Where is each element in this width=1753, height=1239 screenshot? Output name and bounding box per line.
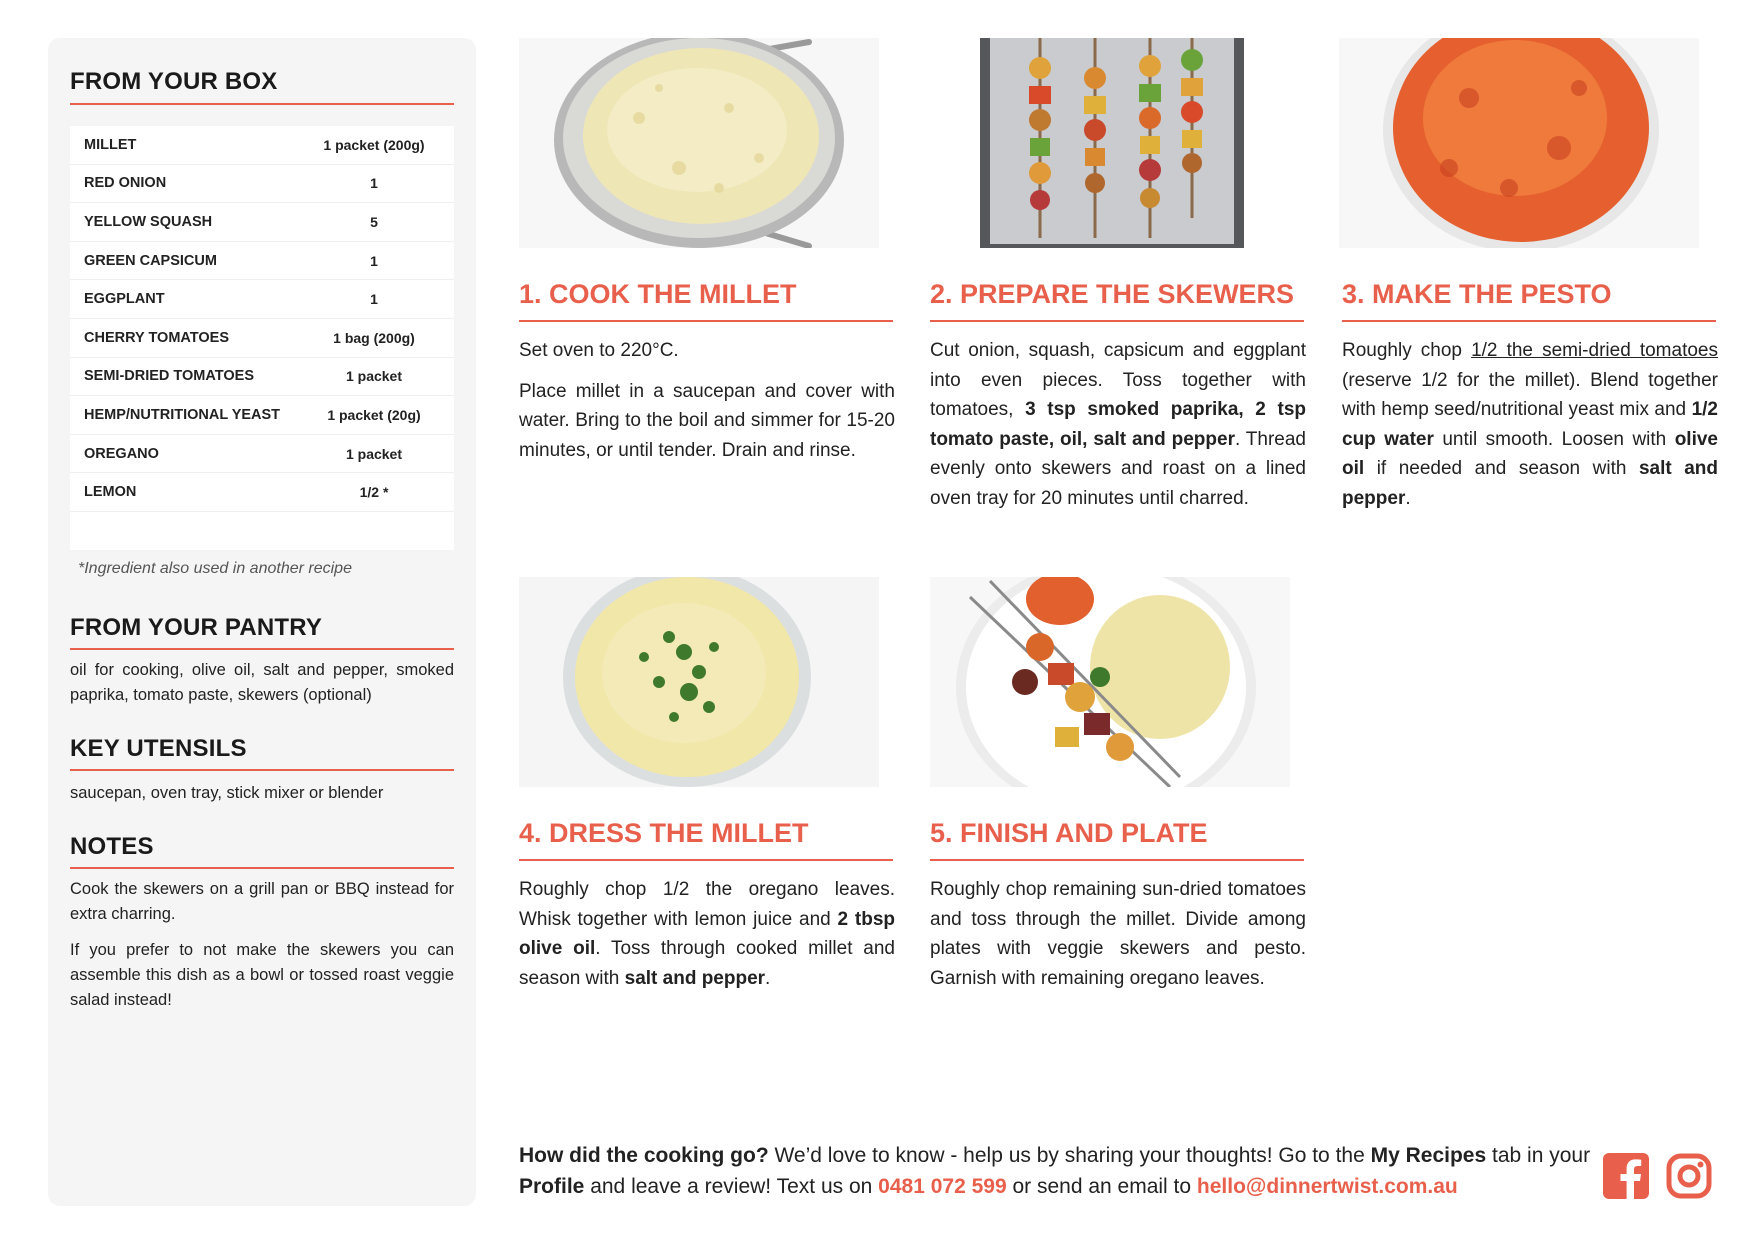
step-5-body bbox=[930, 875, 1306, 1004]
email-link[interactable]: hello@dinnertwist.com.au bbox=[1196, 1175, 1458, 1198]
divider bbox=[70, 769, 454, 771]
step-bold-text: 3 tsp smoked paprika, 2 tsp tomato paste, oil, salt and pepper bbox=[930, 399, 1306, 450]
step-text: until smooth. Loosen with bbox=[1433, 428, 1675, 450]
instagram-icon[interactable] bbox=[1666, 1153, 1712, 1204]
ingredient-name: HEMP/NUTRITIONAL YEAST bbox=[84, 406, 281, 423]
step-5-title: 5. FINISH AND PLATE bbox=[930, 818, 1208, 848]
step-bold-text: salt and pepper bbox=[624, 967, 766, 989]
note-text: If you prefer to not make the skewers you can assemble this dish as a bowl or tossed roast veggie salad instead! bbox=[70, 941, 454, 1009]
from-your-pantry-title: FROM YOUR PANTRY bbox=[70, 614, 323, 641]
note-text: Cook the skewers on a grill pan or BBQ instead for extra charring. bbox=[70, 880, 454, 923]
my-recipes-label: My Recipes bbox=[1370, 1144, 1487, 1167]
footer-text: tab in your bbox=[1486, 1144, 1591, 1167]
step-1-title: 1. COOK THE MILLET bbox=[519, 279, 797, 309]
ingredient-name: LEMON bbox=[84, 484, 137, 501]
step-text: . Toss through cooked millet and season with bbox=[519, 938, 895, 989]
ingredient-name: GREEN CAPSICUM bbox=[84, 252, 217, 269]
step-1-body bbox=[519, 336, 895, 476]
divider bbox=[519, 859, 893, 861]
step-text: . bbox=[1405, 487, 1411, 509]
ingredient-name: SEMI-DRIED TOMATOES bbox=[84, 368, 254, 385]
footer-text: or send an email to bbox=[1006, 1175, 1197, 1198]
ingredient-name: MILLET bbox=[84, 136, 137, 153]
ingredient-qty: 1 bbox=[370, 175, 378, 192]
ingredient-qty: 1 packet bbox=[345, 445, 403, 462]
step-4-body bbox=[519, 875, 895, 1004]
step-1-photo bbox=[519, 38, 879, 248]
from-your-box-title: FROM YOUR BOX bbox=[70, 68, 278, 95]
ingredient-row bbox=[70, 203, 454, 242]
step-text: if needed and season with bbox=[1364, 458, 1639, 479]
step-text: Roughly chop 1/2 the oregano leaves. Whisk together with lemon juice and bbox=[519, 879, 895, 930]
ingredients-sidebar bbox=[48, 38, 476, 1206]
ingredient-qty: 1 bbox=[370, 252, 378, 269]
divider bbox=[70, 867, 454, 869]
ingredient-qty: 5 bbox=[370, 213, 378, 230]
step-2-title: 2. PREPARE THE SKEWERS bbox=[930, 279, 1295, 309]
ingredient-row bbox=[70, 126, 454, 165]
divider bbox=[70, 103, 454, 105]
ingredient-name: YELLOW SQUASH bbox=[84, 213, 213, 230]
divider bbox=[70, 648, 454, 650]
table-spacer bbox=[70, 512, 454, 550]
step-underlined-text: 1/2 the semi-dried tomatoes bbox=[1471, 340, 1718, 361]
step-3-body bbox=[1342, 336, 1718, 524]
step-bold-text: 2 tbsp olive oil bbox=[519, 908, 895, 959]
step-4-title: 4. DRESS THE MILLET bbox=[519, 818, 809, 848]
step-text: (reserve 1/2 for the millet). Blend together with hemp seed/nutritional yeast mix and bbox=[1342, 369, 1718, 420]
step-3-title: 3. MAKE THE PESTO bbox=[1342, 279, 1612, 309]
ingredient-row bbox=[70, 473, 454, 512]
step-text: . bbox=[765, 967, 771, 989]
ingredient-qty: 1 packet (200g) bbox=[323, 136, 425, 153]
step-2-body bbox=[930, 336, 1306, 524]
ingredient-qty: 1 bag (200g) bbox=[333, 329, 415, 346]
step-text: Cut onion, squash, capsicum and eggplant into even pieces. Toss together with tomatoes, bbox=[930, 340, 1306, 420]
ingredient-row bbox=[70, 358, 454, 397]
divider bbox=[930, 320, 1304, 322]
step-text: Roughly chop bbox=[1342, 340, 1472, 361]
key-utensils-title: KEY UTENSILS bbox=[70, 735, 247, 762]
ingredient-row bbox=[70, 280, 454, 319]
feedback-footer bbox=[519, 1140, 1594, 1202]
ingredient-qty: 1 packet bbox=[345, 368, 403, 385]
facebook-icon[interactable] bbox=[1603, 1153, 1649, 1204]
profile-label: Profile bbox=[519, 1175, 585, 1198]
step-5-photo bbox=[930, 577, 1290, 787]
ingredient-row bbox=[70, 396, 454, 435]
ingredient-name: OREGANO bbox=[84, 445, 159, 462]
ingredient-footnote: *Ingredient also used in another recipe bbox=[78, 560, 352, 577]
step-text: . Thread evenly onto skewers and roast on a lined oven tray for 20 minutes until charred. bbox=[930, 428, 1306, 509]
ingredient-qty: 1/2 * bbox=[359, 484, 389, 501]
ingredient-row bbox=[70, 242, 454, 281]
divider bbox=[519, 320, 893, 322]
divider bbox=[930, 859, 1304, 861]
footer-text: We’d love to know - help us by sharing your thoughts! Go to the bbox=[768, 1144, 1371, 1167]
ingredient-name: RED ONION bbox=[84, 175, 167, 192]
ingredient-table bbox=[70, 126, 454, 550]
footer-bold-text: How did the cooking go? bbox=[519, 1144, 769, 1167]
divider bbox=[1342, 320, 1716, 322]
step-bold-text: 1/2 cup water bbox=[1342, 399, 1718, 450]
footer-text: and leave a review! Text us on bbox=[584, 1175, 879, 1198]
step-text: Place millet in a saucepan and cover with water. Bring to the boil and simmer for 15-20 minutes, or until tender. Drain and rinse. bbox=[519, 380, 895, 461]
ingredient-row bbox=[70, 165, 454, 204]
step-text: Set oven to 220°C. bbox=[519, 340, 679, 361]
step-bold-text: olive oil bbox=[1342, 428, 1718, 479]
pantry-text: oil for cooking, olive oil, salt and pepper, smoked paprika, tomato paste, skewers (optional) bbox=[70, 661, 454, 704]
notes-title: NOTES bbox=[70, 833, 154, 860]
step-bold-text: salt and pepper bbox=[1342, 458, 1718, 509]
ingredient-qty: 1 packet (20g) bbox=[327, 406, 421, 423]
step-text: Roughly chop remaining sun-dried tomatoes and toss through the millet. Divide among plates with veggie skewers and pesto. Garnish with remaining oregano leaves. bbox=[930, 879, 1306, 989]
ingredient-name: CHERRY TOMATOES bbox=[84, 329, 230, 346]
ingredient-name: EGGPLANT bbox=[84, 291, 165, 308]
step-3-photo bbox=[1339, 38, 1699, 248]
ingredient-row bbox=[70, 319, 454, 358]
step-4-photo bbox=[519, 577, 879, 787]
utensils-text: saucepan, oven tray, stick mixer or blender bbox=[70, 784, 384, 802]
ingredient-row bbox=[70, 435, 454, 474]
ingredient-qty: 1 bbox=[370, 291, 378, 308]
phone-link[interactable]: 0481 072 599 bbox=[878, 1175, 1007, 1198]
step-2-photo bbox=[930, 38, 1290, 248]
